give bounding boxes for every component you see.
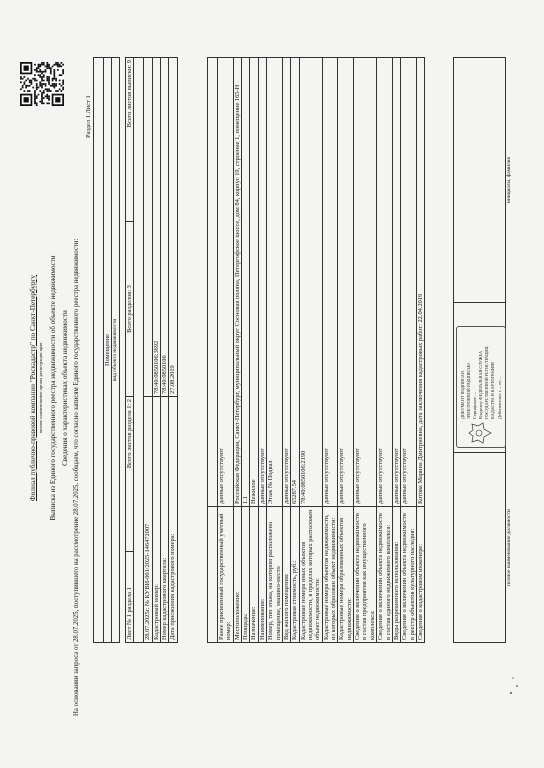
- request-text: На основании запроса от 28.07.2025, поступившего на рассмотрение 28.07.2025, сообщаем, что согласно записям Единого государственного реестра недвижимости:: [73, 238, 80, 716]
- meta-row: [152, 58, 160, 643]
- detail-row: [242, 58, 250, 643]
- branch-subcaption: полное наименование органа регистрации прав: [38, 342, 43, 434]
- meta-value: 27.08.2019: [169, 58, 177, 397]
- section-label: Раздел 1 Лист 1: [85, 95, 92, 138]
- detail-label: Сведения о включении объекта недвижимости в состав предприятия как имущественного комплекса:: [354, 507, 377, 643]
- meta-label: Дата присвоения кадастрового номера:: [169, 397, 177, 643]
- detail-row: [282, 58, 290, 643]
- detail-label: Кадастровые номера образованных объектов недвижимости:: [338, 507, 354, 643]
- e-signature-stamp: [456, 326, 506, 448]
- initials-caption: инициалы, фамилия: [506, 156, 512, 204]
- sheets-in-section: Всего листов раздела 1: 2: [126, 397, 134, 552]
- detail-label: Площадь:: [242, 507, 250, 643]
- detail-row: [401, 58, 417, 643]
- position-caption: полное наименование должности: [506, 509, 512, 586]
- detail-label: Сведения о кадастровом инженере:: [416, 507, 424, 643]
- detail-row: [267, 58, 283, 643]
- rotated-document: [0, 48, 544, 738]
- detail-row: [322, 58, 338, 643]
- meta-label: Номер кадастрового квартала:: [161, 397, 169, 643]
- detail-label: Ранее присвоенный государственный учетный номер:: [218, 507, 234, 643]
- detail-value: Нежилое: [250, 58, 258, 507]
- emblem-icon: [467, 422, 493, 444]
- detail-value: данные отсутствуют: [218, 58, 234, 507]
- detail-label: Кадастровые номера иных объектов недвижимости, в пределах которых расположен объект недвижимости:: [299, 507, 322, 643]
- stamp-caption-blank: [506, 303, 520, 453]
- signature-initials-cell: [454, 58, 506, 303]
- detail-label: Номер, тип этажа, на котором расположено помещение, машино-место: [267, 507, 283, 643]
- detail-value: данные отсутствуют: [322, 58, 338, 507]
- detail-label: Кадастровые номера объектов недвижимости, из которых образован объект недвижимости:: [322, 507, 338, 643]
- meta-row: [169, 58, 177, 643]
- meta-spacer: [134, 58, 144, 643]
- signature-position-cell: [454, 453, 506, 643]
- detail-row: [392, 58, 400, 643]
- meta-value: 78:40:0850106:3692: [152, 58, 160, 397]
- meta-value: [144, 58, 152, 397]
- detail-row: [354, 58, 377, 643]
- detail-value: 78:40:0850106:2190: [299, 58, 322, 507]
- qr-code: [20, 62, 64, 106]
- detail-label: Местоположение:: [233, 507, 241, 643]
- stamp-line: КАДАСТРА И КАРТОГРАФИИ: [490, 362, 496, 419]
- branch-name: Филиал публично-правовой компании "Роскадастр" по Санкт-Петербургу: [29, 274, 37, 502]
- meta-value: 78:40:0850106: [161, 58, 169, 397]
- detail-row: [218, 58, 234, 643]
- object-type-table: [93, 57, 120, 643]
- total-sheets: Всего листов выписки: 9: [126, 58, 134, 222]
- object-type-value: Помещение: [104, 58, 112, 643]
- detail-value: данные отсутствуют: [377, 58, 393, 507]
- detail-label: Виды разрешенного использования:: [392, 507, 400, 643]
- meta-label: Кадастровый номер:: [152, 397, 160, 643]
- meta-table: [125, 57, 178, 643]
- detail-row: [291, 58, 299, 643]
- stamp-line: Сертификат: ...: [472, 392, 478, 419]
- detail-row: [299, 58, 322, 643]
- detail-value: Котова Марина Дмитриевна, дата заключения кадастровых работ: 22.04.2019: [416, 58, 424, 507]
- document-subtitle: Сведения о характеристиках объекта недвижимости: [61, 310, 69, 466]
- detail-value: данные отсутствуют: [282, 58, 290, 507]
- sheet-number: Лист № 1 раздела 1: [126, 552, 134, 643]
- detail-row: [233, 58, 241, 643]
- detail-value: данные отсутствуют: [338, 58, 354, 507]
- detail-value: 1.1: [242, 58, 250, 507]
- object-type-blank: [94, 58, 104, 643]
- detail-row: [258, 58, 266, 643]
- stamp-line: Владелец: ФЕДЕРАЛЬНАЯ СЛУЖБА: [478, 351, 484, 419]
- stamp-line: ДОКУМЕНТ ПОДПИСАН: [460, 371, 465, 419]
- detail-value: 65287.54: [291, 58, 299, 507]
- meta-row: [144, 58, 152, 643]
- stamp-line: ГОСУДАРСТВЕННОЙ РЕГИСТРАЦИИ,: [484, 345, 490, 419]
- stamp-lines: [460, 346, 503, 419]
- details-top-spacer: [208, 507, 218, 643]
- detail-value: Этаж № Подвал: [267, 58, 283, 507]
- detail-row: [377, 58, 393, 643]
- detail-label: Наименование:: [258, 507, 266, 643]
- stamp-line: Действителен: с ... по ...: [496, 376, 502, 419]
- detail-label: Сведения о включении объекта недвижимости в состав единого недвижимого комплекса:: [377, 507, 393, 643]
- object-type-caption: вид объекта недвижимости: [112, 58, 119, 643]
- detail-label: Кадастровая стоимость, руб.:: [291, 507, 299, 643]
- meta-label: 28.07.2025г. № КУВИ-001/2025-146472007: [144, 397, 152, 643]
- detail-label: Сведения о включении объекта недвижимости в реестр объектов культурного наследия:: [401, 507, 417, 643]
- detail-label: Вид жилого помещения:: [282, 507, 290, 643]
- details-table: [207, 57, 425, 643]
- detail-row: [338, 58, 354, 643]
- meta-row: [161, 58, 169, 643]
- stamp-line: ЭЛЕКТРОННОЙ ПОДПИСЬЮ: [466, 362, 472, 419]
- detail-value: данные отсутствуют: [401, 58, 417, 507]
- document-title: Выписка из Единого государственного реестра недвижимости об объекте недвижимости: [49, 255, 57, 521]
- detail-value: данные отсутствуют: [354, 58, 377, 507]
- detail-row: [416, 58, 424, 643]
- detail-label: Назначение:: [250, 507, 258, 643]
- detail-value: данные отсутствуют: [392, 58, 400, 507]
- sections-count: Всего разделов: 3: [126, 222, 134, 397]
- scan-marks: [505, 668, 525, 698]
- detail-row: [250, 58, 258, 643]
- details-top-spacer-2: [208, 58, 218, 507]
- detail-value: данные отсутствуют: [258, 58, 266, 507]
- detail-value: Российская Федерация, Санкт-Петербург, муниципальный округ Сосновая поляна, Петергофское шоссе, дом 84, корпус 19, строение 1, помещение 165-Н: [233, 58, 241, 507]
